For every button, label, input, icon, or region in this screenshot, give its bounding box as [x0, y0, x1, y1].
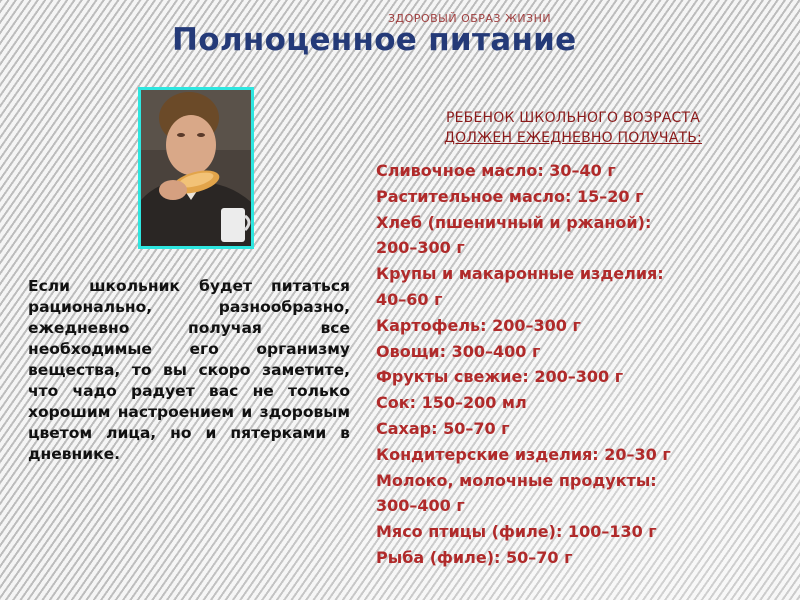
list-item: Крупы и макаронные изделия: [376, 264, 664, 284]
list-item: Картофель: 200–300 г [376, 315, 581, 335]
list-item: Сок: 150–200 мл [376, 393, 527, 413]
daily-food-list [376, 158, 776, 571]
list-item: Рыба (филе): 50–70 г [376, 547, 573, 567]
list-item: 300–400 г [376, 496, 465, 516]
list-item: Фрукты свежие: 200–300 г [376, 367, 624, 387]
list-item: Мясо птицы (филе): 100–130 г [376, 522, 657, 542]
list-item: 40–60 г [376, 289, 443, 309]
list-item: Кондитерские изделия: 20–30 г [376, 444, 671, 464]
list-item: Растительное масло: 15–20 г [376, 186, 644, 206]
list-item: Молоко, молочные продукты: [376, 470, 657, 490]
list-item: 200–300 г [376, 238, 465, 258]
list-heading-line2: ДОЛЖЕН ЕЖЕДНЕВНО ПОЛУЧАТЬ: [444, 130, 702, 146]
list-heading [376, 108, 770, 148]
slide-title: Полноценное питание [172, 22, 577, 58]
intro-paragraph: Если школьник будет питаться рационально, разнообразно, ежедневно получая все необходимые его организму вещества, то вы скоро заметите, что чадо радует вас не только хорошим настроением и здоровым цветом лица, но и пятерками в дневнике. [28, 277, 350, 463]
boy-eating-photo [138, 87, 254, 249]
category-label: ЗДОРОВЫЙ ОБРАЗ ЖИЗНИ [388, 12, 552, 25]
list-item: Хлеб (пшеничный и ржаной): [376, 212, 652, 232]
list-heading-line1: РЕБЕНОК ШКОЛЬНОГО ВОЗРАСТА [445, 110, 700, 126]
list-item: Овощи: 300–400 г [376, 341, 541, 361]
list-item: Сахар: 50–70 г [376, 418, 510, 438]
list-item: Сливочное масло: 30–40 г [376, 161, 616, 180]
